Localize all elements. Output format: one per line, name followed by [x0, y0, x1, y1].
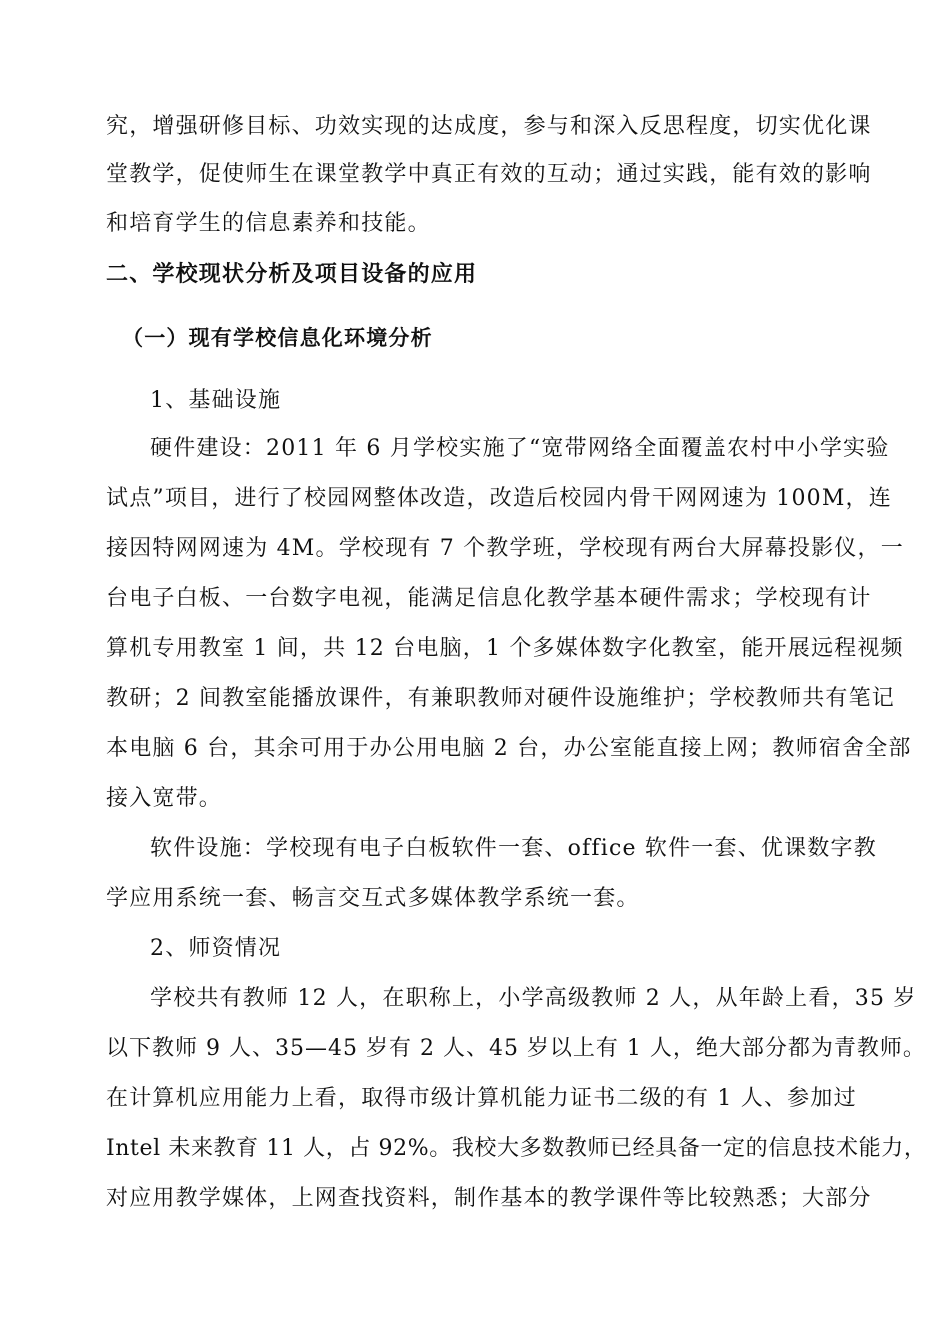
body-line: 台电子白板、一台数字电视，能满足信息化教学基本硬件需求；学校现有计 — [106, 586, 872, 611]
subsection-heading: （一）现有学校信息化环境分析 — [122, 326, 433, 350]
body-line: 和培育学生的信息素养和技能。 — [106, 211, 431, 236]
body-line: 教研；2 间教室能播放课件，有兼职教师对硬件设施维护；学校教师共有笔记 — [106, 686, 895, 711]
body-line: 接入宽带。 — [106, 786, 223, 811]
item-heading: 2、师资情况 — [150, 936, 282, 961]
body-line: 本电脑 6 台，其余可用于办公用电脑 2 台，办公室能直接上网；教师宿舍全部 — [106, 736, 912, 761]
body-line: 学应用系统一套、畅言交互式多媒体教学系统一套。 — [106, 886, 640, 911]
body-line: 在计算机应用能力上看，取得市级计算机能力证书二级的有 1 人、参加过 — [106, 1086, 857, 1111]
body-line: 对应用教学媒体，上网查找资料，制作基本的教学课件等比较熟悉；大部分 — [106, 1186, 872, 1211]
body-line: 软件设施：学校现有电子白板软件一套、office 软件一套、优课数字教 — [150, 836, 877, 861]
item-heading: 1、基础设施 — [150, 388, 282, 413]
body-line: 堂教学，促使师生在课堂教学中真正有效的互动；通过实践，能有效的影响 — [106, 162, 872, 187]
body-line: 硬件建设：2011 年 6 月学校实施了“宽带网络全面覆盖农村中小学实验 — [150, 436, 890, 461]
body-line: 究，增强研修目标、功效实现的达成度，参与和深入反思程度，切实优化课 — [106, 114, 872, 139]
section-heading: 二、学校现状分析及项目设备的应用 — [106, 262, 478, 287]
body-line: Intel 未来教育 11 人，占 92%。我校大多数教师已经具备一定的信息技术能力， — [106, 1136, 927, 1161]
body-line: 算机专用教室 1 间，共 12 台电脑，1 个多媒体数字化教室，能开展远程视频 — [106, 636, 904, 661]
body-line: 以下教师 9 人、35—45 岁有 2 人、45 岁以上有 1 人，绝大部分都为青教师。 — [106, 1036, 926, 1061]
body-line: 学校共有教师 12 人，在职称上，小学高级教师 2 人，从年龄上看，35 岁 — [150, 986, 917, 1011]
body-line: 试点”项目，进行了校园网整体改造，改造后校园内骨干网网速为 100M，连 — [106, 486, 892, 511]
body-line: 接因特网网速为 4M。学校现有 7 个教学班，学校现有两台大屏幕投影仪，一 — [106, 536, 904, 561]
